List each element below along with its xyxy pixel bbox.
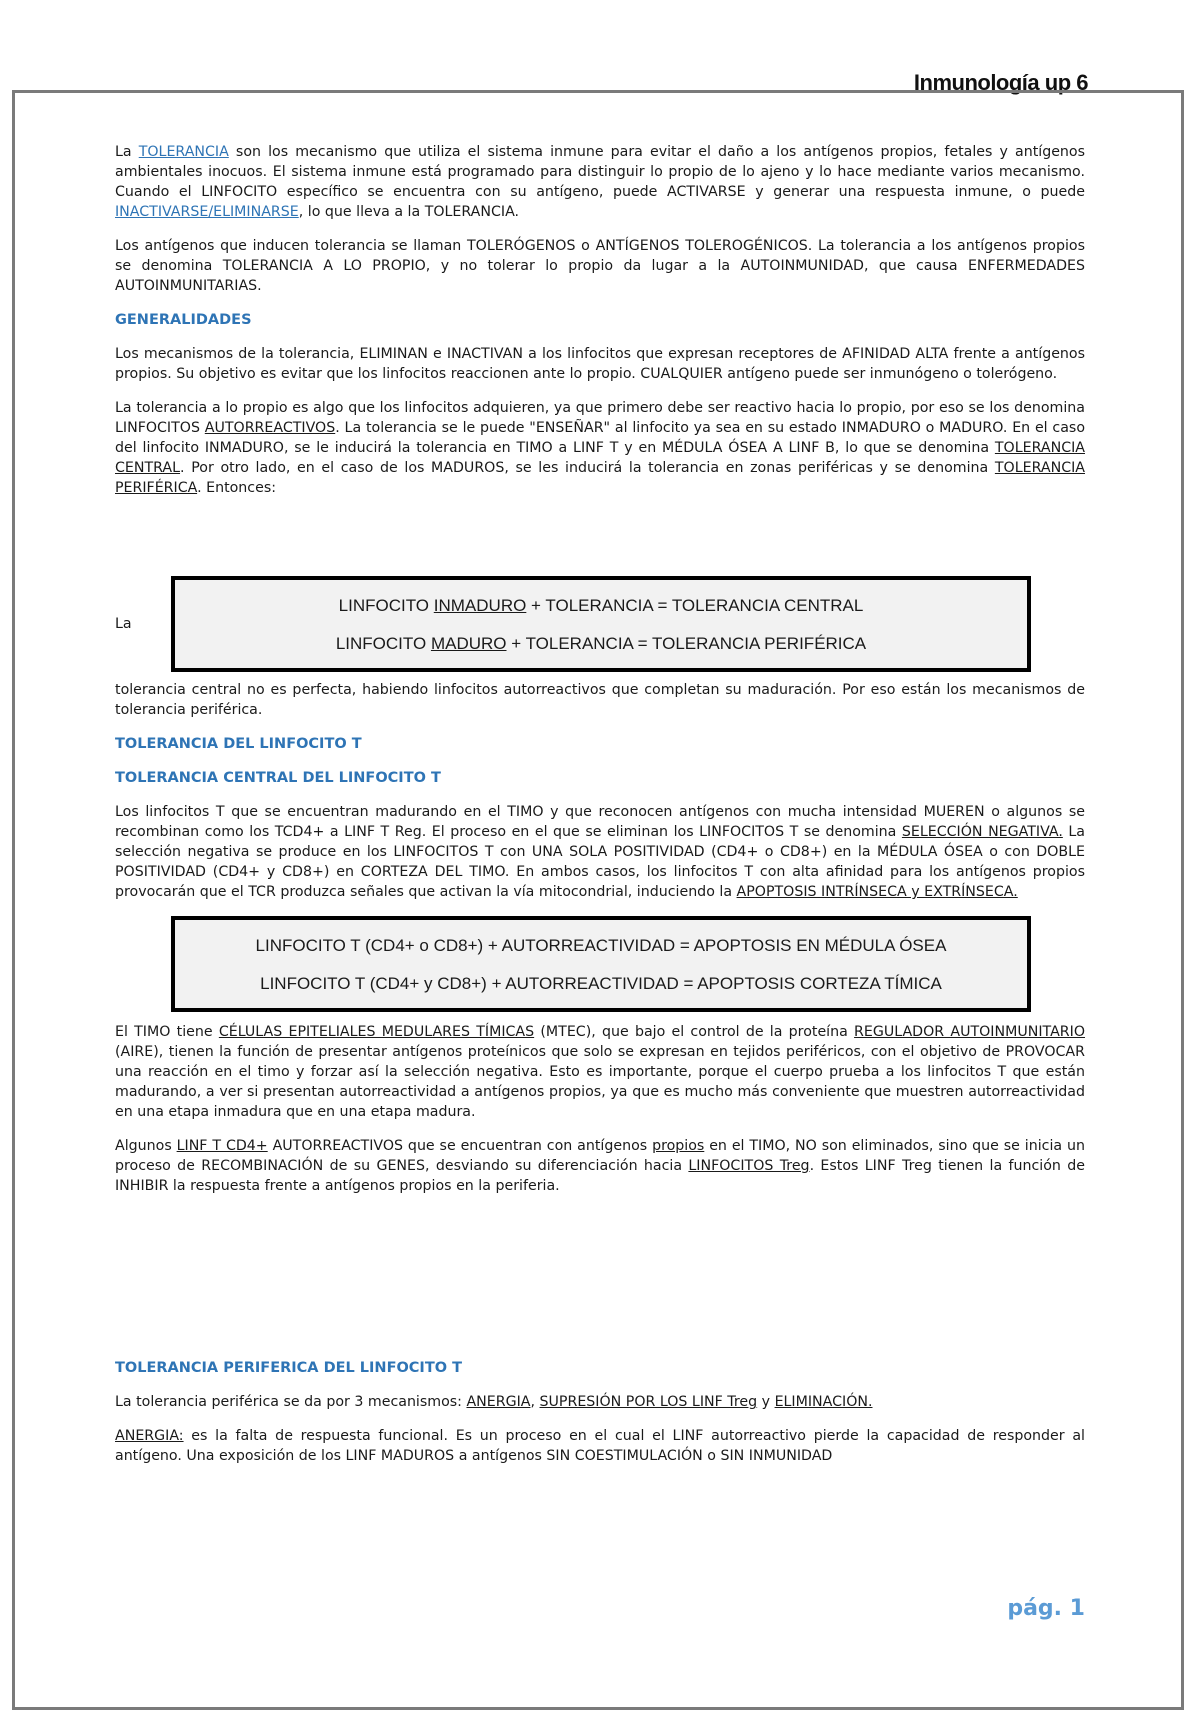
underlined-text: CÉLULAS EPITELIALES MEDULARES TÍMICAS [218,1024,535,1040]
paragraph-treg [115,1136,1085,1196]
inactivarse-link[interactable]: INACTIVARSE/ELIMINARSE [115,204,299,220]
underlined-text: MADURO [430,634,507,653]
paragraph-timo-mtec [115,1022,1085,1122]
text: El TIMO tiene [115,1024,219,1040]
underlined-text: LINFOCITOS Treg [688,1158,810,1174]
tolerancia-link[interactable]: TOLERANCIA [138,144,229,160]
text: AUTORREACTIVOS que se encuentran con antígenos [267,1138,653,1154]
box1-row [115,576,1085,672]
text: LINFOCITO [335,634,431,653]
formula-line-periferica [175,634,1027,654]
heading-tolerancia-central-t: TOLERANCIA CENTRAL DEL LINFOCITO T [115,770,441,786]
paragraph-intro [115,142,1085,222]
document-body [115,142,1085,1480]
text: La tolerancia periférica se da por 3 mecanismos: [115,1394,467,1410]
underlined-text: LINF T CD4+ [176,1138,268,1154]
paragraph-mecanismos: Los mecanismos de la tolerancia, ELIMINAN e INACTIVAN a los linfocitos que expresan receptores de AFINIDAD ALTA frente a antígenos propios. Su objetivo es evitar que los linfocitos reaccionen ante lo propio. CUALQUIER antígeno puede ser inmunógeno o tolerógeno. [115,346,1085,382]
text: , [530,1394,540,1410]
header-title: Inmunología up 6 [913,70,1088,95]
spacer [115,512,1085,576]
underlined-text: SUPRESIÓN POR LOS LINF Treg [539,1394,758,1410]
paragraph-tolerogenos: Los antígenos que inducen tolerancia se llaman TOLERÓGENOS o ANTÍGENOS TOLEROGÉNICOS. La tolerancia a los antígenos propios se denomina TOLERANCIA A LO PROPIO, y no tolerar lo propio da lugar a la AUTOINMUNIDAD, que causa ENFERMEDADES AUTOINMUNITARIAS. [115,238,1085,294]
underlined-text: ANERGIA [466,1394,531,1410]
text: en el TIMO, NO son eliminados, sino que se inicia un proceso de RECOMBINACIÓN de su GENES, desviando su diferenciación hacia [115,1138,1085,1174]
text: y [757,1394,775,1410]
heading-tolerancia-periferica-t: TOLERANCIA PERIFERICA DEL LINFOCITO T [115,1360,462,1376]
paragraph-tolerancia-propio [115,398,1085,498]
text: es la falta de respuesta funcional. Es un proceso en el cual el LINF autorreactivo pierde la capacidad de responder al antígeno. Una exposición de los LINF MADUROS a antígenos SIN COESTIMULACIÓN o SIN INMUNIDAD [115,1428,1085,1464]
text: La selección negativa se produce en los LINFOCITOS T con UNA SOLA POSITIVIDAD (CD4+ o CD8+) en la MÉDULA ÓSEA o con DOBLE POSITIVIDAD (CD4+ y CD8+) en CORTEZA DEL TIMO. En ambos casos, los linfocitos T con alta afinidad para los antígenos propios provocarán que el TCR produzca señales que activan la vía mitocondrial, induciendo la [115,824,1086,900]
formula-line-central [175,596,1027,616]
formula-box-apoptosis [171,916,1031,1012]
underlined-text: AUTORREACTIVOS [204,420,336,436]
text: . Entonces: [197,480,277,496]
text: + TOLERANCIA = TOLERANCIA PERIFÉRICA [506,634,867,653]
text: son los mecanismo que utiliza el sistema inmune para evitar el daño a los antígenos propios, fetales y antígenos ambientales inocuos. El sistema inmune está programado para distinguir lo propio de lo ajeno y lo hace mediante varios mecanismo. Cuando el LINFOCITO específico se encuentra con su antígeno, puede ACTIVARSE y generar una respuesta inmune, o puede [115,144,1085,200]
formula-line-corteza: LINFOCITO T (CD4+ y CD8+) + AUTORREACTIVIDAD = APOPTOSIS CORTEZA TÍMICA [260,974,942,993]
text: . Por otro lado, en el caso de los MADUROS, se les inducirá la tolerancia en zonas periféricas y se denomina [180,460,995,476]
paragraph-seleccion-negativa [115,802,1085,902]
paragraph-anergia [115,1426,1085,1466]
paragraph-mecanismos-periferica [115,1392,1085,1412]
text: (AIRE), tienen la función de presentar antígenos proteínicos que solo se expresan en tejidos periféricos, con el objetivo de PROVOCAR una reacción en el timo y forzar así la selección negativa. Esto es importante, porque el cuerpo prueba a los linfocitos T que están madurando, a ver si presentan autorreactividad a antígenos propios, ya que es mucho más conveniente que muestren autorreactividad en una etapa inmadura que en una etapa madura. [115,1044,1085,1120]
paragraph-tolerancia-central-imperfecta: tolerancia central no es perfecta, habiendo linfocitos autorreactivos que completan su maduración. Por eso están los mecanismos de tolerancia periférica. [115,682,1085,718]
text: Los linfocitos T que se encuentran madurando en el TIMO y que reconocen antígenos con mucha intensidad MUEREN o algunos se recombinan como los TCD4+ a LINF T Reg. El proceso en el que se eliminan los LINFOCITOS T se denomina [115,804,1085,840]
text: + TOLERANCIA = TOLERANCIA CENTRAL [526,596,864,615]
underlined-text: SELECCIÓN NEGATIVA. [901,824,1063,840]
underlined-text: TOLERANCIA CENTRAL [115,440,1085,476]
formula-line-medula: LINFOCITO T (CD4+ o CD8+) + AUTORREACTIVIDAD = APOPTOSIS EN MÉDULA ÓSEA [255,936,947,955]
text: La tolerancia a lo propio es algo que los linfocitos adquieren, ya que primero debe ser reactivo hacia lo propio, por eso se los denomina LINFOCITOS [115,400,1085,436]
underlined-text: TOLERANCIA PERIFÉRICA [115,460,1085,496]
formula-box-tolerancia [171,576,1031,672]
page-number: pág. 1 [1007,1596,1085,1621]
spacer [115,1210,1085,1358]
heading-generalidades: GENERALIDADES [115,312,252,328]
box1-la-text: La [115,616,132,632]
text: La [115,144,139,160]
text: . La tolerancia se le puede "ENSEÑAR" al linfocito ya sea en su estado INMADURO o MADURO. En el caso del linfocito INMADURO, se le inducirá la tolerancia en TIMO a LINF T y en MÉDULA ÓSEA A LINF B, lo que se denomina [115,420,1085,456]
text: (MTEC), que bajo el control de la proteína [534,1024,855,1040]
underlined-text: INMADURO [433,596,527,615]
underlined-text: APOPTOSIS INTRÍNSECA y EXTRÍNSECA. [736,884,1018,900]
underlined-text: propios [652,1138,705,1154]
text: . Estos LINF Treg tienen la función de INHIBIR la respuesta frente a antígenos propios en la periferia. [115,1158,1085,1194]
text: LINFOCITO [338,596,434,615]
underlined-text: ANERGIA: [115,1428,184,1444]
underlined-text: ELIMINACIÓN. [774,1394,873,1410]
heading-tolerancia-linfocito-t: TOLERANCIA DEL LINFOCITO T [115,736,362,752]
text: , lo que lleva a la TOLERANCIA. [298,204,520,220]
text: Algunos [115,1138,177,1154]
underlined-text: REGULADOR AUTOINMUNITARIO [854,1024,1085,1040]
